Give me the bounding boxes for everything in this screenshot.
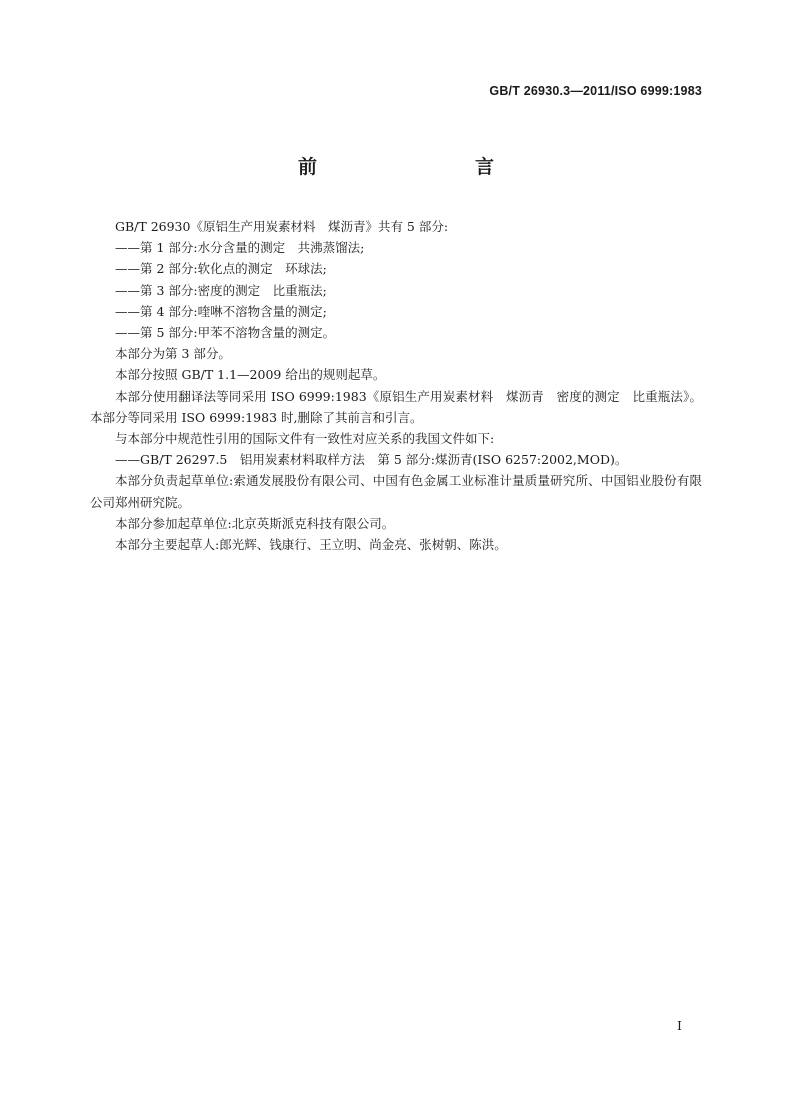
list-item-part-3: ——第 3 部分:密度的测定 比重瓶法; xyxy=(115,282,327,298)
standard-code-header: GB/T 26930.3—2011/ISO 6999:1983 xyxy=(489,84,702,98)
page-title: 前 言 xyxy=(297,156,534,178)
paragraph-this-part: 本部分为第 3 部分。 xyxy=(115,346,231,362)
paragraph-participating-units: 本部分参加起草单位:北京英斯派克科技有限公司。 xyxy=(115,515,395,531)
list-item-part-4: ——第 4 部分:喹啉不溶物含量的测定; xyxy=(115,303,327,319)
paragraph-intro: GB/T 26930《原铝生产用炭素材料 煤沥青》共有 5 部分: xyxy=(115,219,449,234)
paragraph-main-drafters: 本部分主要起草人:郎光辉、钱康行、王立明、尚金亮、张树朝、陈洪。 xyxy=(115,537,507,553)
paragraph-correspondence: 与本部分中规范性引用的国际文件有一致性对应关系的我国文件如下: xyxy=(115,431,495,447)
list-item-part-2: ——第 2 部分:软化点的测定 环球法; xyxy=(115,261,327,277)
paragraph-drafting-rules: 本部分按照 GB/T 1.1—2009 给出的规则起草。 xyxy=(115,367,386,383)
paragraph-adoption: 本部分使用翻译法等同采用 ISO 6999:1983《原铝生产用炭素材料 煤沥青 密度的测定 比重瓶法》。本部分等同采用 ISO 6999:1983 时,删除了其前言和引言。 xyxy=(90,388,702,425)
list-item-part-1: ——第 1 部分:水分含量的测定 共沸蒸馏法; xyxy=(115,240,365,256)
page-number: I xyxy=(677,1018,682,1033)
paragraph-responsible-units: 本部分负责起草单位:索通发展股份有限公司、中国有色金属工业标准计量质量研究所、中国铝业股份有限公司郑州研究院。 xyxy=(90,473,702,510)
foreword-body xyxy=(90,216,702,555)
list-item-part-5: ——第 5 部分:甲苯不溶物含量的测定。 xyxy=(115,325,336,341)
list-item-reference: ——GB/T 26297.5 铝用炭素材料取样方法 第 5 部分:煤沥青(ISO 6257:2002,MOD)。 xyxy=(115,452,628,468)
